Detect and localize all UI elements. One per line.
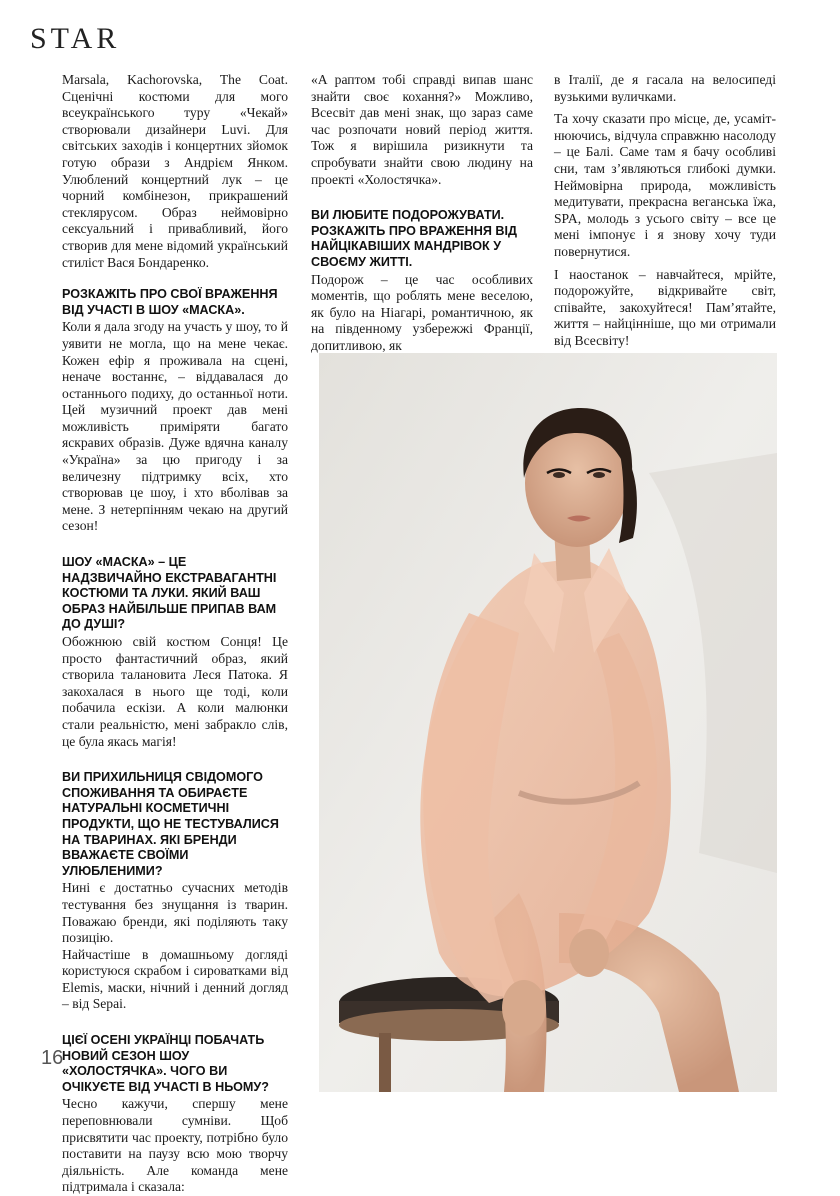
paragraph: «А раптом тобі справді випав шанс знайти своє кохання?» Можливо, Всесвіт дав мені знак, що зараз саме час розпочати новий період життя. Тож я вирішила ризикнути та спробувати знайти свою людину на проекті «Холостячка». xyxy=(311,72,533,187)
paragraph: Та хочу сказати про місце, де, усамітнюючись, відчула справжню насолоду – це Балі. Саме там я бачу особливі сни, там з’являються глибокі думки. Неймовірна природа, можливість медитувати, прекрасна веганська їжа, SPA, молодь з усього світу – все це мені імпонує і я знову хочу туди повернутися. xyxy=(554,111,776,259)
paragraph: Обожнюю свій костюм Сонця! Це просто фантастичний образ, який створила талановита Леся Патока. Я закохалася в нього ще тоді, коли побачила ескізи. А коли малюнки стали реальністю, мені забракло слів, це була якась магія! xyxy=(62,634,288,749)
paragraph: в Італії, де я гасала на велосипеді вузькими вуличками. xyxy=(554,72,776,104)
paragraph: Найчастіше в домашньому догляді користуюся скрабом і сироватками від Elemis, маски, нічний і денний догляд – від Sepai. xyxy=(62,946,288,1012)
interview-question: ШОУ «МАСКА» – ЦЕ НАДЗВИЧАЙНО ЕКСТРАВАГАНТНІ КОСТЮМИ ТА ЛУКИ. ЯКИЙ ВАШ ОБРАЗ НАЙБІЛЬШЕ ПРИПАВ ВАМ ДО ДУШІ? xyxy=(62,555,277,632)
magazine-masthead: STAR xyxy=(30,22,121,55)
interview-question: ВИ ЛЮБИТЕ ПОДОРОЖУВАТИ. РОЗКАЖІТЬ ПРО ВРАЖЕННЯ ВІД НАЙЦІКАВІШИХ МАНДРІВОК У СВОЄМУ ЖИТТІ. xyxy=(311,208,517,269)
article-column-3 xyxy=(554,72,776,350)
paragraph: Чесно кажучи, спершу мене переповнювали сумніви. Щоб присвятити час проекту, потрібно було поставити на паузу всю мою творчу діяльність. Але команда мене підтримала і сказала: xyxy=(62,1096,288,1195)
article-column-2 xyxy=(311,72,533,355)
paragraph: Подорож – це час особливих моментів, що роблять мене веселою, як було на Ніагарі, романтичною, як на південному узбережжі Франції, допитливою, як xyxy=(311,271,533,353)
woman-portrait-photo xyxy=(319,353,777,1092)
paragraph: Нині є достатньо сучасних методів тестування без знущання із тварин. Поважаю бренди, які поділяють таку позицію. xyxy=(62,880,288,946)
interview-question: ЦІЄЇ ОСЕНІ УКРАЇНЦІ ПОБАЧАТЬ НОВИЙ СЕЗОН ШОУ «ХОЛОСТЯЧКА». ЧОГО ВИ ОЧІКУЄТЕ ВІД УЧАСТІ В НЬОМУ? xyxy=(62,1033,269,1094)
paragraph: І наостанок – навчайтеся, мрійте, подорожуйте, відкривайте світ, співайте, закохуйтеся! Пам’ятайте, життя – найцінніше, що ми отримали від Всесвіту! xyxy=(554,266,776,348)
interview-question: РОЗКАЖІТЬ ПРО СВОЇ ВРАЖЕННЯ ВІД УЧАСТІ В ШОУ «МАСКА». xyxy=(62,287,278,317)
article-column-1 xyxy=(62,72,288,1196)
interview-question: ВИ ПРИХИЛЬНИЦЯ СВІДОМОГО СПОЖИВАННЯ ТА ОБИРАЄТЕ НАТУРАЛЬНІ КОСМЕТИЧНІ ПРОДУКТИ, ЩО НЕ ТЕСТУВАЛИСЯ НА ТВАРИНАХ. ЯКІ БРЕНДИ ВВАЖАЄТЕ СВОЇМИ УЛЮБЛЕНИМИ? xyxy=(62,770,279,878)
paragraph: Marsala, Kachorovska, The Coat. Сценічні костюми для мого всеукраїнського туру «Чекай» створювали дизайнери Luvi. Для світських заходів і концертних зйомок готую образи з Андрієм Янком. Улюблений концертний лук – це чорний комбінезон, прикрашений стеклярусом. Образ неймовірно сексуальний і привабливий, його створив для мене відомий український стиліст Вася Бондаренко. xyxy=(62,72,288,270)
paragraph: Коли я дала згоду на участь у шоу, то й уявити не могла, що на мене чекає. Кожен ефір я проживала на сцені, неначе востаннє, – віддавалася до останнього подиху, до останньої ноти. Цей музичний проект дав мені можливість приміряти багато яскравих образів. Дуже вдячна каналу «Україна» за цю пригоду і за величезну підтримку всіх, хто створював це шоу, і хто вболівав за мене. З нетерпінням чекаю на другий сезон! xyxy=(62,319,288,534)
page-number: 16 xyxy=(41,1047,64,1069)
